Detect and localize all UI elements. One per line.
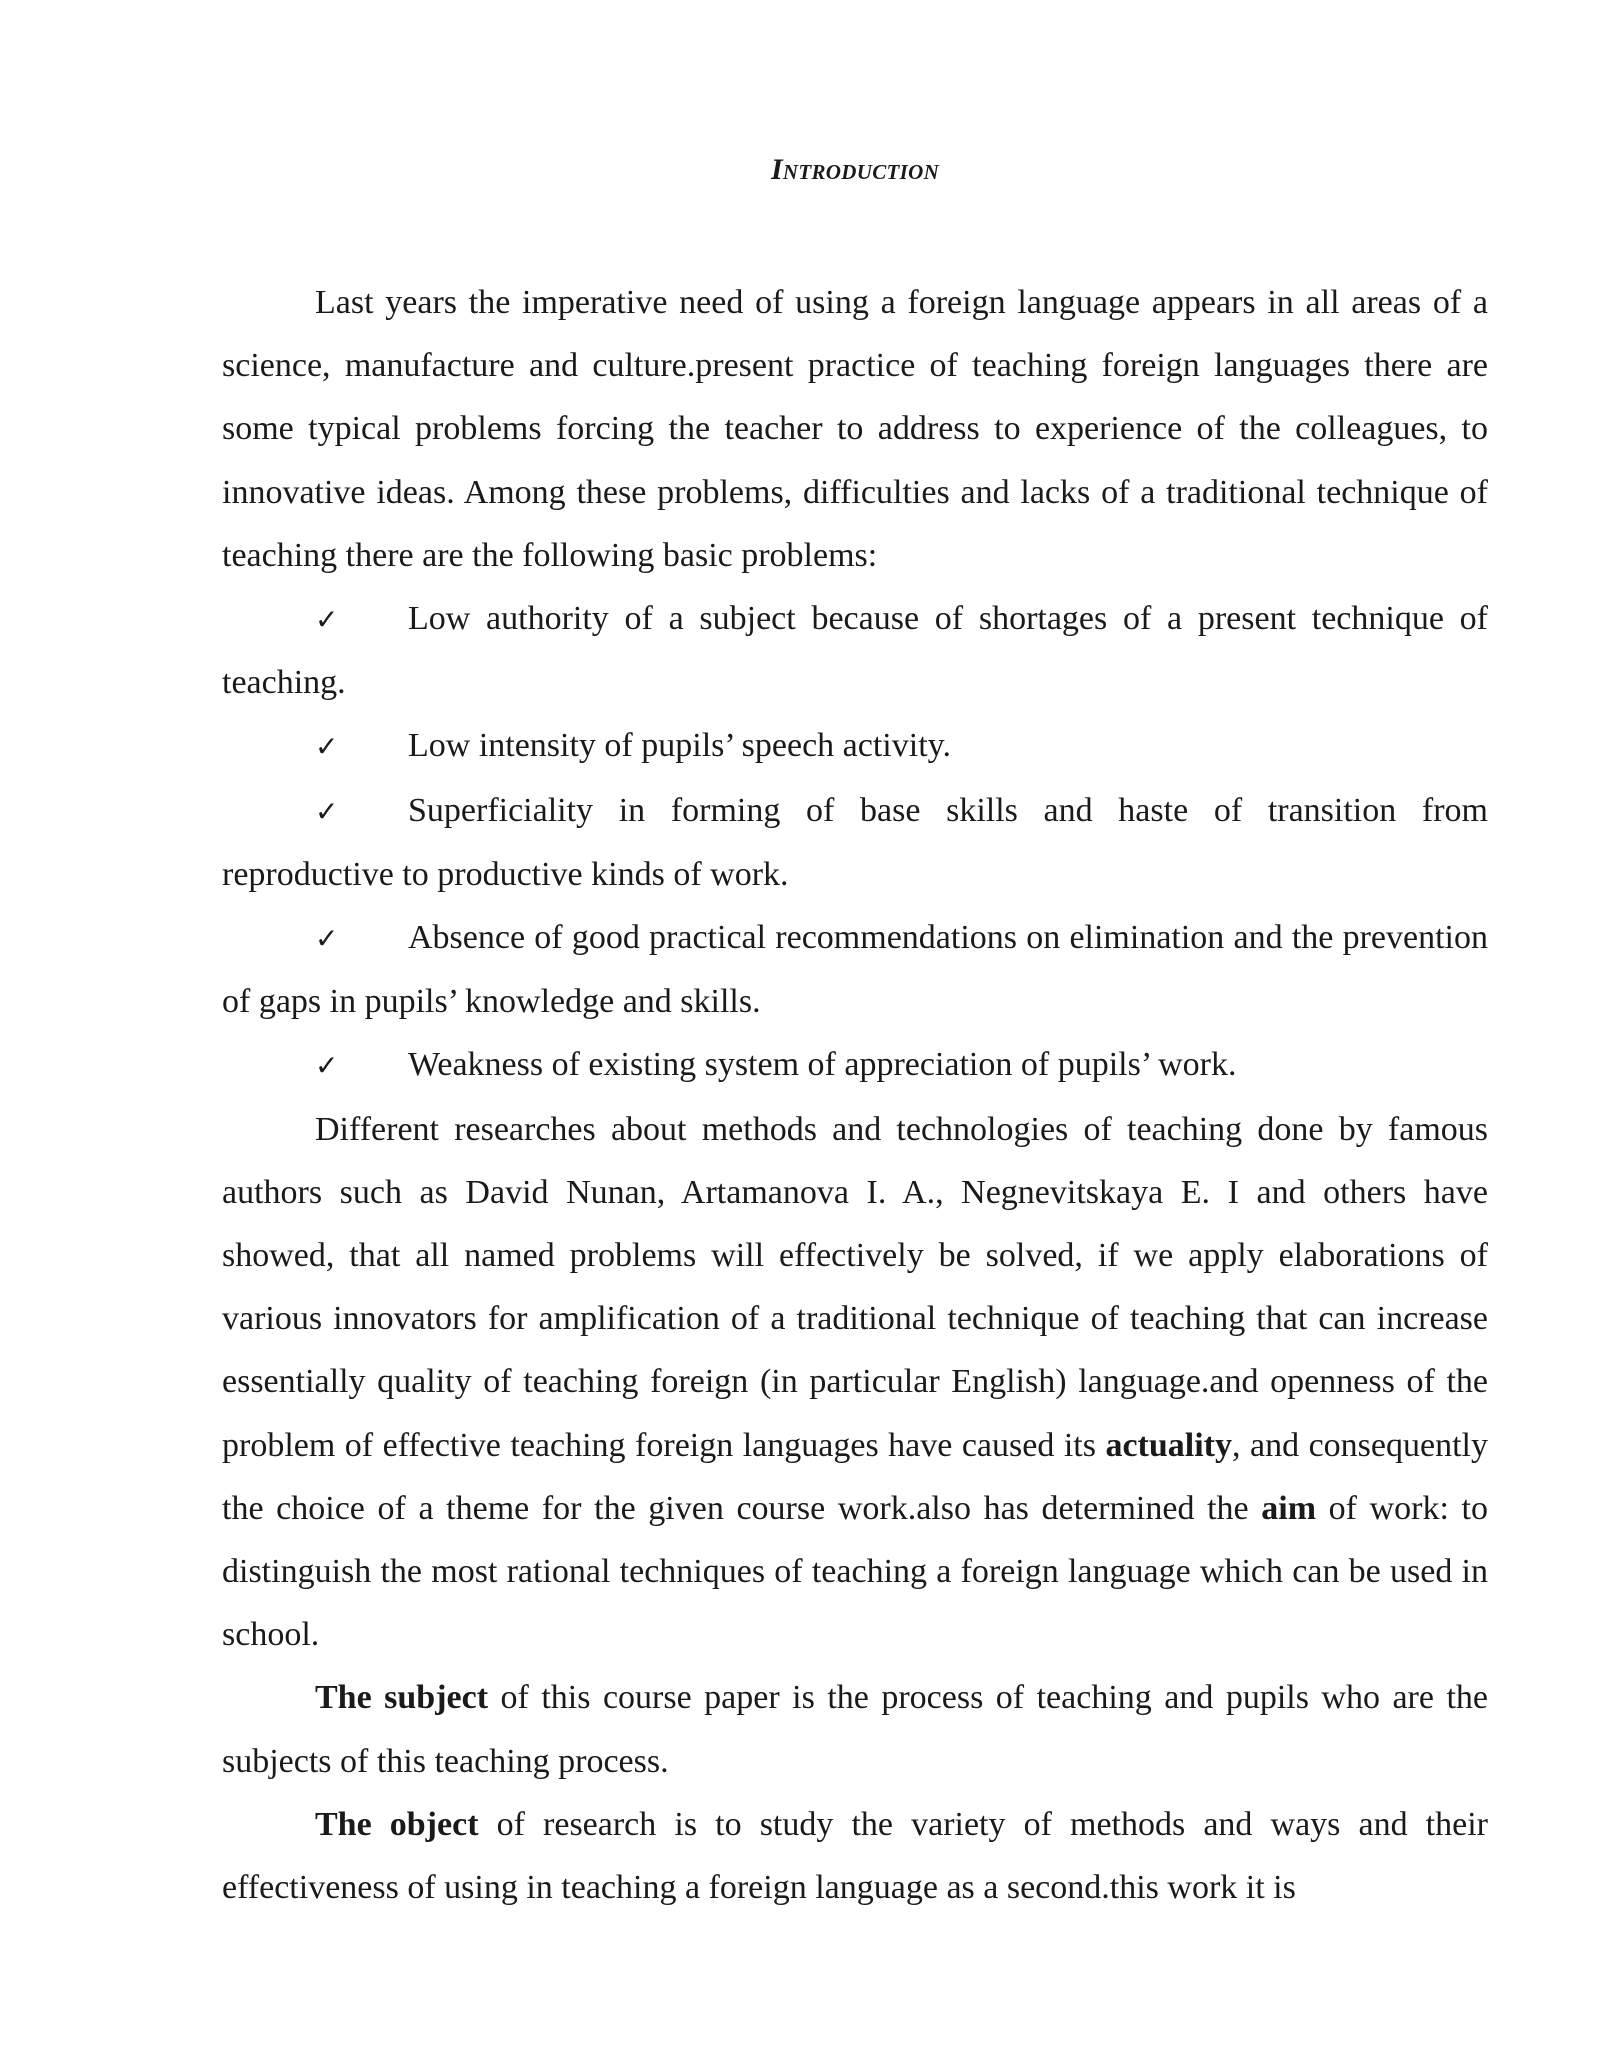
bullet-text: Absence of good practical recommendations on elimination and the prevention of gaps in pupils’ knowledge and skills. (222, 919, 1488, 1021)
bullet-item-3 (222, 779, 1488, 906)
bullet-text: Superficiality in forming of base skills and haste of transition from reproductive to productive kinds of work. (222, 791, 1488, 893)
document-page (222, 0, 1488, 2070)
object-text: of research is to study the variety of methods and ways and their effectiveness of using in teaching a foreign language as a second.this work it is (222, 1805, 1488, 1907)
aim-term: aim (1261, 1489, 1317, 1527)
research-text-2: , and consequently the choice of a theme for the given course work.also has determined the (222, 1426, 1488, 1527)
intro-paragraph: Last years the imperative need of using a foreign language appears in all areas of a science, manufacture and culture.present practice of teaching foreign languages there are some typical problems forcing the teacher to address to experience of the colleagues, to innovative ideas. Among these problems, difficulties and lacks of a traditional technique of teaching there are the following basic problems: (222, 284, 1488, 574)
actuality-term: actuality (1105, 1426, 1233, 1464)
bullet-item-2 (222, 714, 1488, 778)
document-body (222, 271, 1488, 1919)
bullet-text: Low authority of a subject because of shortages of a present technique of teaching. (222, 600, 1488, 702)
check-icon: ✓ (315, 922, 339, 956)
check-icon: ✓ (315, 1049, 339, 1083)
object-term: The object (315, 1805, 479, 1843)
bullet-text: Weakness of existing system of appreciation of pupils’ work. (408, 1046, 1237, 1084)
subject-paragraph (222, 1666, 1488, 1792)
research-text-3: of work: to distinguish the most rational techniques of teaching a foreign language which can be used in school. (222, 1489, 1488, 1654)
research-text-1: Different researches about methods and technologies of teaching done by famous authors such as David Nunan, Artamanova I. A., Negnevitskaya E. I and others have showed, that all named problems will effectively be solved, if we apply elaborations of various innovators for amplification of a traditional technique of teaching that can increase essentially quality of teaching foreign (in particular English) language.and openness of the problem of effective teaching foreign languages have caused its (222, 1110, 1488, 1464)
page-title: Introduction (770, 153, 940, 186)
bullet-item-5 (222, 1033, 1488, 1097)
research-paragraph (222, 1098, 1488, 1667)
subject-text: of this course paper is the process of teaching and pupils who are the subjects of this teaching process. (222, 1679, 1488, 1780)
bullet-item-4 (222, 906, 1488, 1033)
check-icon: ✓ (315, 603, 339, 637)
object-paragraph (222, 1793, 1488, 1919)
check-icon: ✓ (315, 730, 339, 764)
check-icon: ✓ (315, 794, 339, 828)
subject-term: The subject (315, 1679, 489, 1717)
bullet-text: Low intensity of pupils’ speech activity. (408, 727, 951, 765)
bullet-item-1 (222, 587, 1488, 714)
